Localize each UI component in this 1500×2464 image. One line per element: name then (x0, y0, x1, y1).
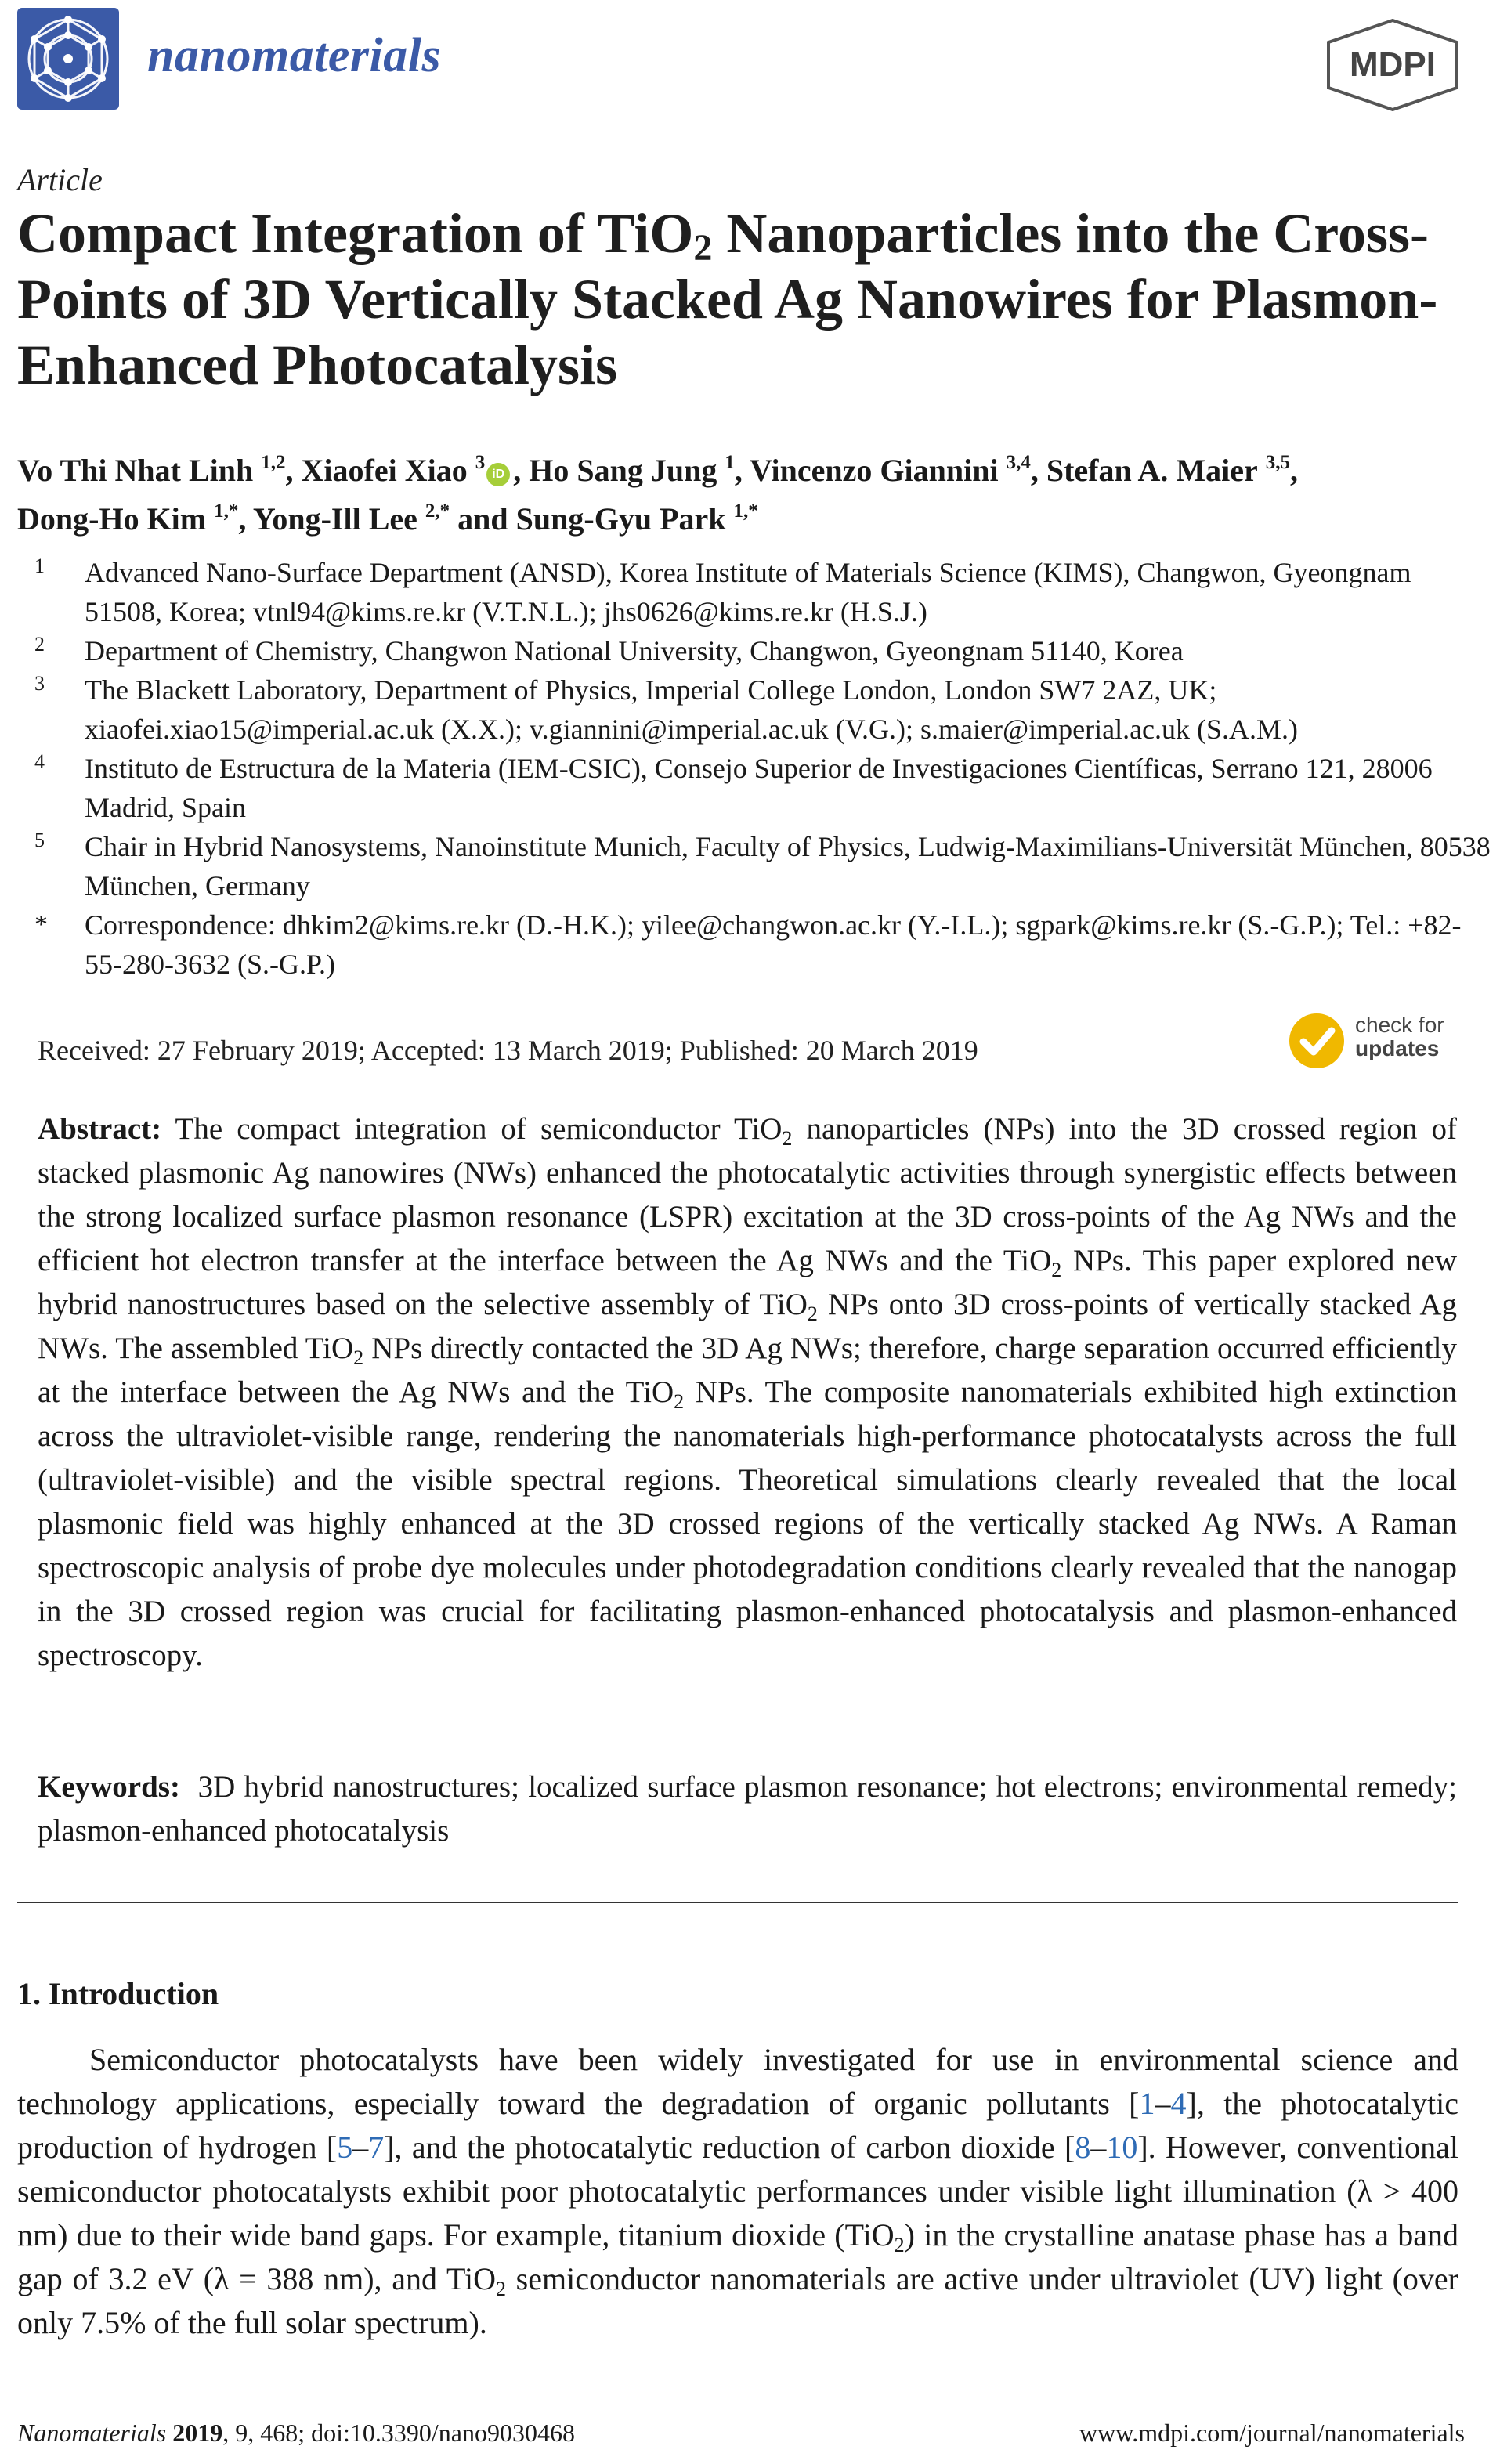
citation-link[interactable]: 8 (1075, 2130, 1091, 2165)
correspondence: * Correspondence: dhkim2@kims.re.kr (D.-H.K.); yilee@changwon.ac.kr (Y.-I.L.); sgpark@kims.re.kr (S.-G.P.); Tel.: +82-55-280-3632 (S.-G.P.) (34, 909, 1462, 980)
author[interactable]: Stefan A. Maier $^{3,5}$ (1046, 452, 1291, 488)
title-part-1: Compact Integration of TiO (17, 202, 694, 265)
author[interactable]: Yong-Ill Lee $^{2,*}$ (252, 500, 450, 537)
mdpi-logo (1322, 19, 1463, 111)
paper-title (17, 201, 1482, 398)
author[interactable]: Sung-Gyu Park $^{1,*}$ (515, 500, 758, 537)
author[interactable]: Vincenzo Giannini $^{3,4}$ (750, 452, 1031, 488)
author[interactable]: Xiaofei Xiao $^3$ (301, 452, 486, 488)
citation-link[interactable]: 5 (337, 2130, 353, 2165)
affiliation-item: 5 Chair in Hybrid Nanosystems, Nanoinstitute Munich, Faculty of Physics, Ludwig-Maximilians-Universität München, 80538 München, Germany (34, 829, 1491, 901)
check-updates-icon (1289, 1013, 1344, 1068)
publication-dates: Received: 27 February 2019; Accepted: 13 March 2019; Published: 20 March 2019 (38, 1035, 978, 1066)
check-updates-line1: check for (1355, 1013, 1444, 1037)
footer-citation: Nanomaterials 2019, 9, 468; doi:10.3390/nano9030468 (17, 2419, 575, 2447)
journal-logo-icon (17, 8, 119, 110)
author-list: Vo Thi Nhat Linh $^{1,2}$, Xiaofei Xiao $^3$iD , Ho Sang Jung $^1$, Vincenzo Giannini $^{3,4}$, Stefan A. Maier $^{3,5}$, Dong-Ho Kim $^{1,*}$, Yong-Ill Lee $^{2,*}$ and Sung-Gyu Park $^{1,*}$ (17, 452, 1299, 537)
citation-link[interactable]: 10 (1106, 2130, 1138, 2165)
author[interactable]: Vo Thi Nhat Linh $^{1,2}$ (17, 452, 286, 488)
abstract: Abstract: The compact integration of semiconductor TiO$_2$ nanoparticles (NPs) into the 3D crossed region of stacked plasmonic Ag nanowires (NWs) enhanced the photocatalytic activities through synergistic effects between the strong localized surface plasmon resonance (LSPR) excitation at the 3D cross-points of the Ag NWs and the efficient hot electron transfer at the interface between the Ag NWs and the TiO$_2$ NPs. This paper explored new hybrid nanostructures based on the selective assembly of TiO$_2$ NPs onto 3D cross-points of vertically stacked Ag NWs. The assembled TiO$_2$ NPs directly contacted the 3D Ag NWs; therefore, charge separation occurred efficiently at the interface between the Ag NWs and the TiO$_2$ NPs. The composite nanomaterials exhibited high extinction across the ultraviolet-visible range, rendering the nanomaterials high-performance photocatalysts across the full (ultraviolet-visible) and the visible spectral regions. Theoretical simulations clearly revealed that the local plasmonic field was highly enhanced at the 3D crossed regions of the vertically stacked Ag NWs. A Raman spectroscopic analysis of probe dye molecules under photodegradation conditions clearly revealed that the nanogap in the 3D crossed region was crucial for facilitating plasmon-enhanced photocatalysis and plasmon-enhanced spectroscopy. (38, 1112, 1458, 1672)
citation-link[interactable]: 7 (368, 2130, 385, 2165)
mdpi-logo-text: MDPI (1350, 45, 1436, 84)
orcid-icon[interactable]: iD (486, 463, 510, 486)
title-part-2: Nanoparticles into the Cross-Points of 3D Vertically Stacked Ag Nanowires for Plasmon-Enhanced Photocatalysis (17, 202, 1438, 396)
affiliation-item: 2 Department of Chemistry, Changwon National University, Changwon, Gyeongnam 51140, Korea (34, 633, 1184, 667)
affiliations (34, 553, 1491, 984)
affiliation-item: 3 The Blackett Laboratory, Department of Physics, Imperial College London, London SW7 2AZ, UK; xiaofei.xiao15@imperial.ac.uk (X.X.); v.giannini@imperial.ac.uk (V.G.); s.maier@imperial.ac.uk (S.A.M.) (34, 672, 1299, 745)
footer-journal-url[interactable]: www.mdpi.com/journal/nanomaterials (1079, 2419, 1465, 2447)
section-divider (17, 1902, 1458, 1903)
section-heading: 1. Introduction (17, 1976, 219, 2011)
journal-name: nanomaterials (147, 29, 442, 82)
introduction-paragraph: Semiconductor photocatalysts have been widely investigated for use in environmental science and technology applications, especially toward the degradation of organic pollutants [1–4], the photocatalytic production of hydrogen [5–7], and the photocatalytic reduction of carbon dioxide [8–10]. However, conventional semiconductor photocatalysts exhibit poor photocatalytic performances under visible light illumination (λ > 400 nm) due to their wide band gaps. For example, titanium dioxide (TiO$_2$) in the crystalline anatase phase has a band gap of 3.2 eV (λ = 388 nm), and TiO$_2$ semiconductor nanomaterials are active under ultraviolet (UV) light (over only 7.5% of the full solar spectrum). (17, 2042, 1459, 2340)
author[interactable]: Dong-Ho Kim $^{1,*}$ (17, 500, 239, 537)
citation-link[interactable]: 1 (1139, 2086, 1155, 2121)
title-subscript: 2 (693, 227, 713, 269)
abstract-label: Abstract: (38, 1112, 162, 1146)
citation-link[interactable]: 4 (1170, 2086, 1187, 2121)
check-updates-line2: updates (1355, 1036, 1440, 1060)
check-for-updates-button[interactable] (1289, 1010, 1469, 1075)
author[interactable]: Ho Sang Jung $^1$ (529, 452, 735, 488)
article-type: Article (17, 162, 103, 197)
keywords: Keywords: 3D hybrid nanostructures; localized surface plasmon resonance; hot electrons; environmental remedy; plasmon-enhanced photocatalysis (38, 1770, 1465, 1848)
affiliation-item: 4 Instituto de Estructura de la Materia (IEM-CSIC), Consejo Superior de Investigaciones Científicas, Serrano 121, 28006 Madrid, Spain (34, 750, 1433, 823)
keywords-label: Keywords: (38, 1770, 180, 1804)
affiliation-item: 1 Advanced Nano-Surface Department (ANSD), Korea Institute of Materials Science (KIMS), Changwon, Gyeongnam 51508, Korea; vtnl94@kims.re.kr (V.T.N.L.); jhs0626@kims.re.kr (H.S.J.) (34, 555, 1411, 627)
